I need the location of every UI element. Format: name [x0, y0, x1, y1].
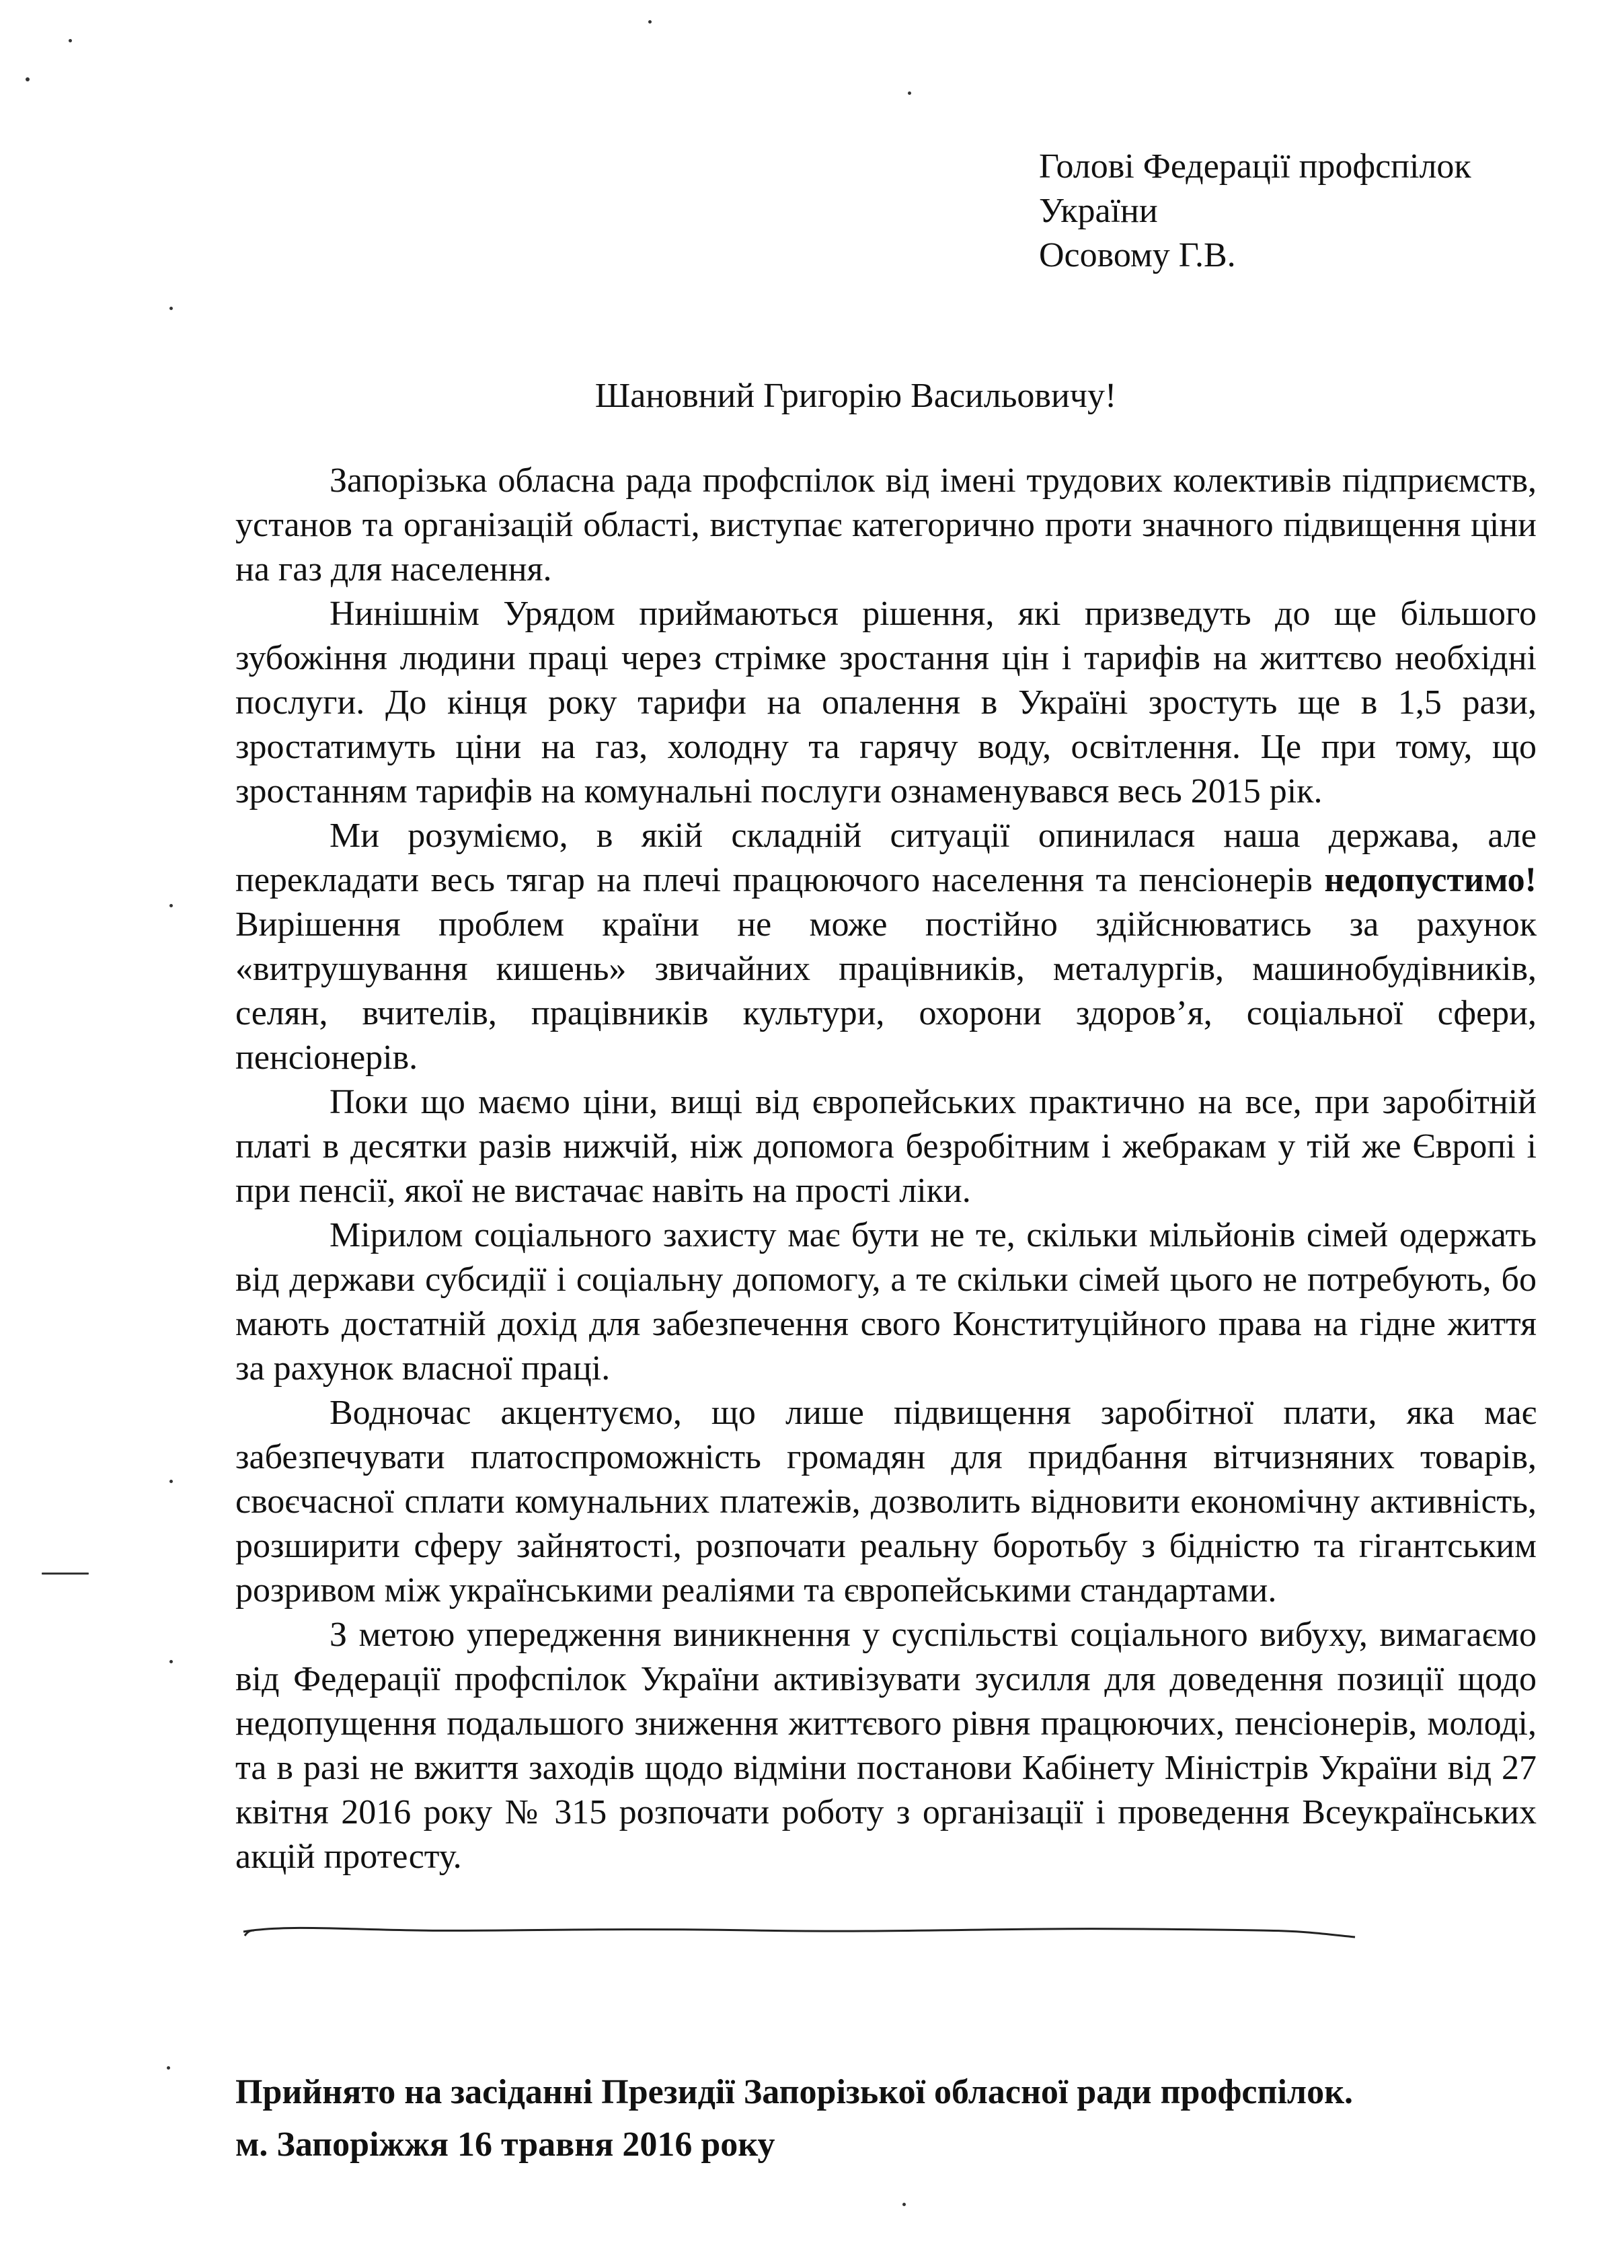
- addressee-line-2: України: [1039, 192, 1158, 230]
- paragraph-7: З метою упередження виникнення у суспільстві соціального вибуху, вимагаємо від Федерації профспілок України активізувати зусилля для доведення позиції щодо недопущення подальшого зниження життєвого рівня працюючих, пенсіонерів, молоді, та в разі не вжиття заходів щодо відміни постанови Кабінету Міністрів України від 27 квітня 2016 року № 315 розпочати роботу з організації і проведення Всеукраїнських акцій протесту.: [235, 1616, 1537, 1876]
- scan-speck: [69, 39, 72, 42]
- scan-speck: [902, 2203, 906, 2206]
- scan-speck: [42, 1573, 89, 1575]
- place-date: м. Запоріжжя 16 травня 2016 року: [235, 2125, 775, 2164]
- letter-body: [235, 459, 1537, 1879]
- paragraph-2: Нинішнім Урядом приймаються рішення, які призведуть до ще більшого зубожіння людини праці через стрімке зростання цін і тарифів на життєво необхідні послуги. До кінця року тарифи на опалення в Україні зростуть ще в 1,5 рази, зростатимуть ціни на газ, холодну та гарячу воду, освітлення. Це при тому, що зростанням тарифів на комунальні послуги ознаменувався весь 2015 рік.: [235, 595, 1537, 810]
- paragraph-3-emphasis: недопустимо!: [1324, 861, 1537, 899]
- salutation: Шановний Григорію Васильовичу!: [594, 377, 1117, 415]
- scan-speck: [169, 1660, 173, 1663]
- scan-speck: [167, 2066, 170, 2070]
- addressee-line-1: Голові Федерації профспілок: [1039, 147, 1471, 186]
- paragraph-3-end: Вирішення проблем країни не може постійно здійснюватись за рахунок «витрушування кишень» звичайних працівників, металургів, машинобудівників, селян, вчителів, працівників культури, охорони здоров’я, соціальної сфери, пенсіонерів.: [235, 905, 1537, 1077]
- paragraph-3-start: Ми розуміємо, в якій складній ситуації опинилася наша держава, але перекладати весь тягар на плечі працюючого населення та пенсіонерів: [235, 817, 1537, 899]
- scan-speck: [169, 1480, 173, 1483]
- scan-speck: [26, 77, 30, 81]
- paragraph-5: Мірилом соціального захисту має бути не те, скільки мільйонів сімей одержать від держави субсидії і соціальну допомогу, а те скільки сімей цього не потребують, бо мають достатній дохід для забезпечення свого Конституційного права на гідне життя за рахунок власної праці.: [235, 1216, 1537, 1388]
- handwritten-underline: [242, 1922, 1358, 1942]
- paragraph-3: [235, 814, 1537, 1080]
- paragraph-4: Поки що маємо ціни, вищі від європейських практично на все, при заробітній платі в десятки разів нижчій, ніж допомога безробітним і жебракам у тій же Європі і при пенсії, якої не вистачає навіть на прості ліки.: [235, 1083, 1537, 1210]
- paragraph-6: Водночас акцентуємо, що лише підвищення заробітної плати, яка має забезпечувати платоспроможність громадян для придбання вітчизняних товарів, своєчасної сплати комунальних платежів, дозволить відновити економічну активність, розширити сферу зайнятості, розпочати реальну боротьбу з бідністю та гігантським розривом між українськими реаліями та європейськими стандартами.: [235, 1394, 1537, 1610]
- footer-block: [235, 2066, 1353, 2171]
- scan-speck: [169, 307, 173, 310]
- addressee-block: [1039, 145, 1471, 278]
- paragraph-1: Запорізька обласна рада профспілок від імені трудових колективів підприємств, установ та організацій області, виступає категорично проти значного підвищення ціни на газ для населення.: [235, 461, 1537, 589]
- scan-speck: [908, 91, 911, 95]
- adoption-note: Прийнято на засіданні Президії Запорізької обласної ради профспілок.: [235, 2073, 1354, 2111]
- addressee-line-3: Осовому Г.В.: [1039, 236, 1236, 274]
- scan-speck: [169, 904, 173, 907]
- scan-speck: [648, 20, 652, 24]
